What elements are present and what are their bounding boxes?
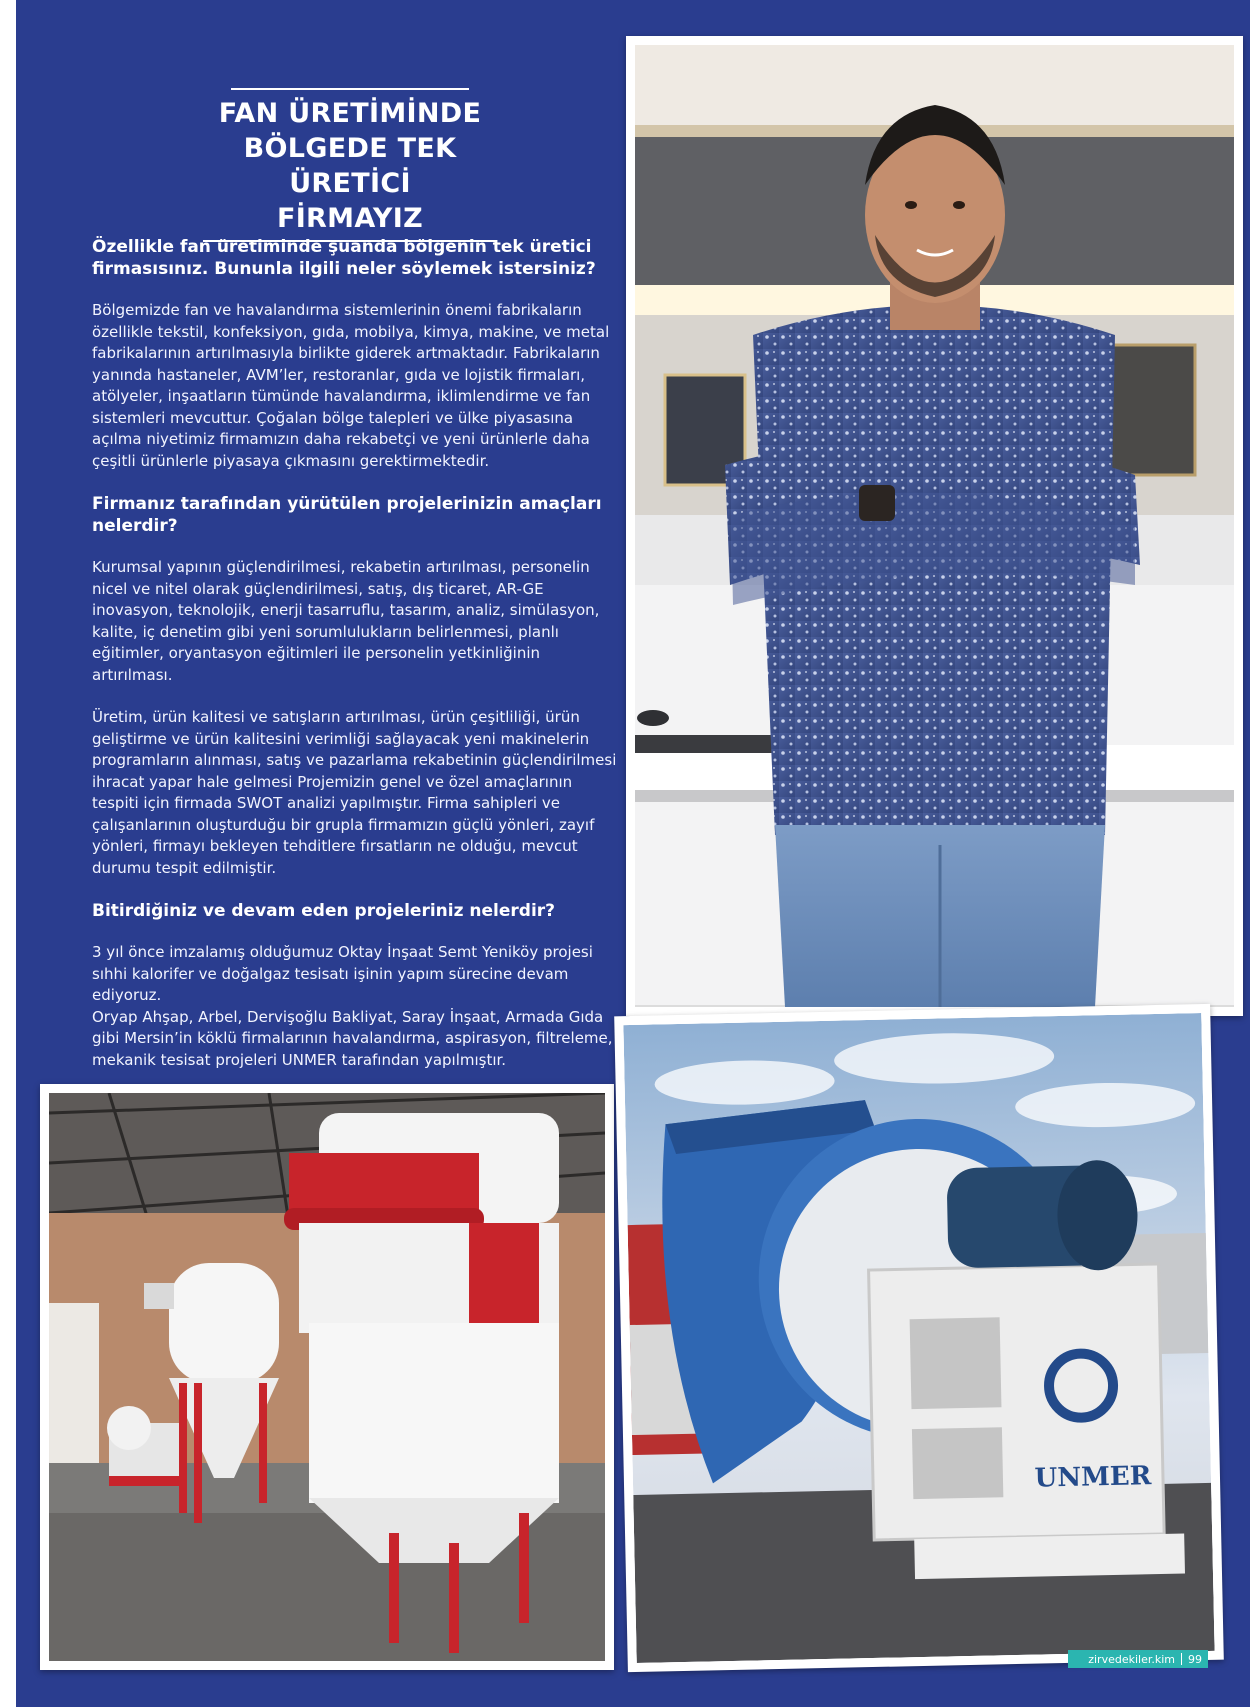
page-number: 99 bbox=[1188, 1652, 1202, 1666]
title-line: FAN ÜRETİMİNDE bbox=[218, 98, 482, 129]
industrial-fan-photo bbox=[614, 1004, 1224, 1672]
interview-answer: Oryap Ahşap, Arbel, Dervişoğlu Bakliyat, Saray İnşaat, Armada Gıda gibi Mersin’in köklü firmalarının havalandırma, aspirasyon, filtreleme, mekanik tesisat projeleri UNMER tarafından yapılmıştır. bbox=[92, 1007, 613, 1069]
footer-site: zirvedekiler.kim bbox=[1088, 1652, 1175, 1666]
portrait-illustration bbox=[635, 45, 1234, 1007]
page-footer bbox=[1068, 1650, 1208, 1668]
fan-brand-text: UNMER bbox=[1034, 1461, 1152, 1494]
article-title bbox=[180, 90, 520, 240]
filter-system-illustration bbox=[49, 1093, 605, 1661]
industrial-fan-illustration bbox=[623, 1013, 1214, 1663]
title-line: FİRMAYIZ bbox=[276, 203, 424, 234]
interview-question: Firmanız tarafından yürütülen projelerinizin amaçları nelerdir? bbox=[92, 494, 602, 536]
filter-system-photo bbox=[40, 1084, 614, 1670]
interview-answer: Üretim, ürün kalitesi ve satışların artırılması, ürün çeşitliliği, ürün geliştirme ve ürün kalitesini verimliği sağlayacak yeni makinelerin programların alınması, satış ve pazarlama rekabetinin güçlendirilmesi ihracat yapar hale gelmesi Projemizin genel ve özel amaçlarının tespiti için firmada SWOT analizi yapılmıştır. Firma sahipleri ve çalışanlarının oluşturduğu bir grupla firmamızın güçlü yönleri, zayıf yönleri, firmayı bekleyen tehditlere fırsatların ne olduğu, mevcut durumu tespit edilmiştir. bbox=[92, 708, 617, 877]
page-edge bbox=[0, 0, 16, 1707]
interview-question: Özellikle fan üretiminde şuanda bölgenin tek üretici firmasısınız. Bununla ilgili neler söylemek istersiniz? bbox=[92, 237, 596, 279]
title-line: BÖLGEDE TEK ÜRETİCİ bbox=[243, 133, 457, 199]
article-title-block bbox=[180, 88, 520, 242]
portrait-photo bbox=[626, 36, 1243, 1016]
interview-question: Bitirdiğiniz ve devam eden projeleriniz nelerdir? bbox=[92, 901, 556, 921]
article-body bbox=[92, 236, 617, 1092]
interview-answer: Bölgemizde fan ve havalandırma sistemlerinin önemi fabrikaların özellikle tekstil, konfeksiyon, gıda, mobilya, kimya, makine, ve metal fabrikalarının artırılmasıyla birlikte giderek artmaktadır. Fabrikaların yanında hastaneler, AVM’ler, restoranlar, gıda ve lojistik firmaları, atölyeler, inşaatların tümünde havalandırma, iklimlendirme ve fan sistemleri mevcuttur. Çoğalan bölge talepleri ve ülke piyasasına açılma niyetimiz firmamızın daha rekabetçi ve yeni ürünlerle daha çeşitli ürünlerle piyasaya çıkmasını gerektirmektedir. bbox=[92, 301, 610, 470]
footer-separator bbox=[1181, 1653, 1182, 1665]
interview-answer: 3 yıl önce imzalamış olduğumuz Oktay İnşaat Semt Yeniköy projesi sıhhi kalorifer ve doğalgaz tesisatı işinin yapım sürecine devam ediyoruz. bbox=[92, 943, 593, 1004]
interview-answer: Kurumsal yapının güçlendirilmesi, rekabetin artırılması, personelin nicel ve nitel olarak güçlendirilmesi, satış, dış ticaret, AR-GE inovasyon, teknolojik, enerji tasarruflu, tasarım, analiz, simülasyon, kalite, iç denetim gibi yeni sorumlulukların belirlenmesi, planlı eğitimler, oryantasyon eğitimleri ile personelin yetkinliğinin artırılması. bbox=[92, 558, 600, 684]
